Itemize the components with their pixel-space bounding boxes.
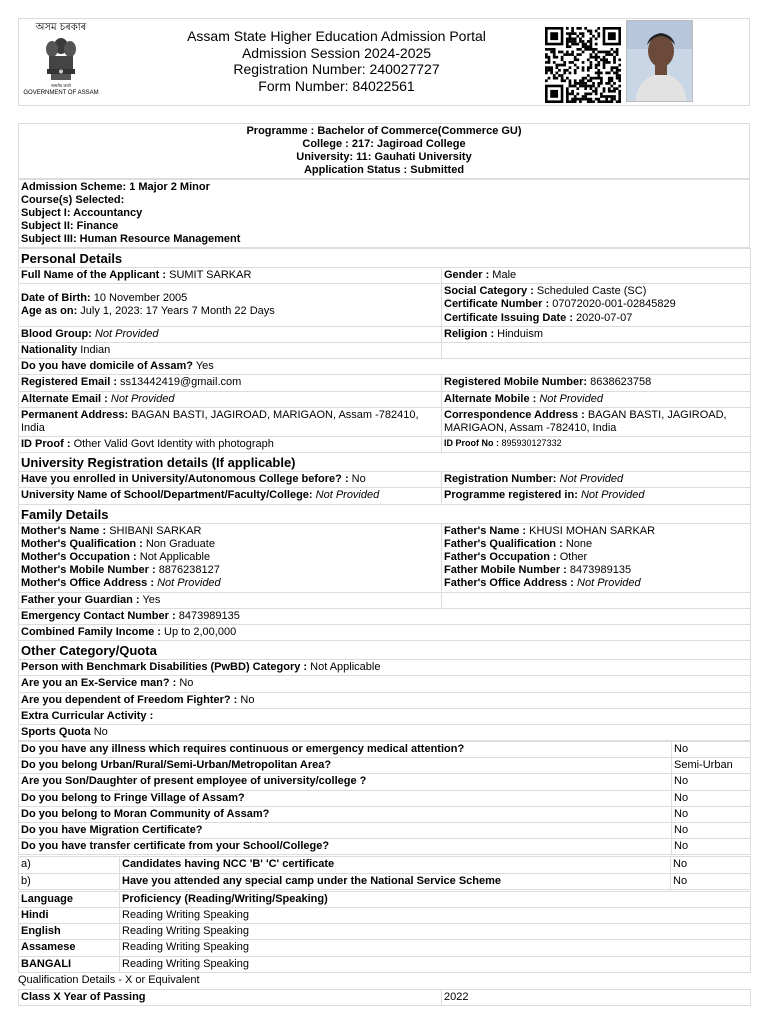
social-category: Scheduled Caste (SC) — [536, 285, 647, 298]
programme-table — [18, 123, 750, 179]
portal-title: Assam State Higher Education Admission Portal — [187, 28, 486, 44]
ncc-question: Have you attended any special camp under the National Service Scheme — [120, 873, 671, 889]
application-form — [18, 123, 750, 1006]
question-answer: No — [672, 823, 751, 839]
permanent-address: BAGAN BASTI, JAGIROAD, MARIGAON, Assam -782410, India — [21, 408, 419, 434]
question-text: Do you have Migration Certificate? — [19, 823, 672, 839]
sports-quota-value: No — [93, 725, 108, 738]
mother-details-cell: Mother's Name : SHIBANI SARKAR Mother's Qualification : Non Graduate Mother's Occupation : Not Applicable Mother's Mobile Number : 8876238127 Mother's Office Address : Not Provided — [19, 523, 442, 592]
permanent-address-cell: Permanent Address: BAGAN BASTI, JAGIROAD, MARIGAON, Assam -782410, India — [19, 407, 442, 436]
ncc-row — [19, 873, 751, 889]
question-answer: Semi-Urban — [672, 758, 751, 774]
school-name: Not Provided — [315, 489, 380, 502]
blood-group-cell: Blood Group: Not Provided — [19, 326, 442, 342]
emblem-top-text: অসম চৰকাৰ — [35, 22, 87, 33]
class-x-year-label: Class X Year of Passing — [19, 989, 442, 1005]
language-row — [19, 907, 751, 923]
ncc-table — [18, 856, 751, 889]
mother-occupation: Not Applicable — [139, 551, 211, 563]
section-title-personal: Personal Details — [19, 249, 751, 268]
qualification-caption: Qualification Details - X or Equivalent — [18, 973, 200, 986]
alt-mobile-cell: Alternate Mobile : Not Provided — [442, 391, 751, 407]
social-category-cell: Social Category : Scheduled Caste (SC) Certificate Number : 07072020-001-02845829 Certificate Issuing Date : 2020-07-07 — [442, 284, 751, 327]
mobile-cell: Registered Mobile Number: 8638623758 — [442, 375, 751, 391]
nationality-cell: Nationality Indian — [19, 342, 442, 358]
father-occupation: Other — [559, 551, 588, 563]
language-proficiency: Reading Writing Speaking — [120, 907, 751, 923]
programme-name: Programme : Bachelor of Commerce(Commerce GU) — [246, 125, 522, 137]
question-text: Do you belong to Moran Community of Assam? — [19, 806, 672, 822]
freedom-fighter-cell: Are you dependent of Freedom Fighter? : No — [19, 692, 751, 708]
uni-reg-cell: Registration Number: Not Provided — [442, 472, 751, 488]
assam-emblem — [21, 21, 101, 103]
section-title-university: University Registration details (If applicable) — [19, 453, 751, 472]
question-row — [19, 774, 751, 790]
scheme-info — [19, 180, 750, 248]
language-name: Hindi — [19, 907, 120, 923]
questions-table — [18, 741, 751, 855]
form-number: Form Number: 84022561 — [258, 77, 415, 94]
applicant-photo — [626, 20, 693, 102]
mother-qualification: Non Graduate — [145, 537, 215, 550]
mother-mobile: 8876238127 — [158, 564, 220, 577]
question-text: Do you belong Urban/Rural/Semi-Urban/Metropolitan Area? — [19, 758, 672, 774]
courses-selected: Course(s) Selected: — [21, 194, 125, 206]
language-row — [19, 956, 751, 972]
ncc-answer: No — [671, 857, 751, 873]
question-answer: No — [672, 790, 751, 806]
father-office-address: Not Provided — [577, 577, 641, 590]
alternate-mobile: Not Provided — [539, 392, 603, 405]
question-text: Are you Son/Daughter of present employee of university/college ? — [19, 774, 672, 790]
blood-group: Not Provided — [94, 327, 159, 340]
id-proof-cell: ID Proof : Other Valid Govt Identity with photograph — [19, 437, 442, 453]
certificate-number: 07072020-001-02845829 — [552, 298, 676, 311]
registration-number: Registration Number: 240027727 — [233, 61, 440, 77]
email-cell: Registered Email : ss13442419@gmail.com — [19, 375, 442, 391]
question-text: Do you have any illness which requires continuous or emergency medical attention? — [19, 742, 672, 758]
father-qualification: None — [565, 537, 593, 550]
correspondence-address-cell: Correspondence Address : BAGAN BASTI, JAGIROAD, MARIGAON, Assam -782410, India — [442, 407, 751, 436]
religion: Hinduism — [497, 327, 544, 340]
language-name: English — [19, 924, 120, 940]
ex-service-value: No — [179, 677, 194, 690]
language-proficiency: Reading Writing Speaking — [120, 940, 751, 956]
scheme-table — [18, 179, 750, 248]
question-row — [19, 790, 751, 806]
admission-scheme: Admission Scheme: 1 Major 2 Minor — [21, 181, 210, 193]
section-title-family: Family Details — [19, 504, 751, 523]
subject-3: Subject III: Human Resource Management — [21, 233, 241, 245]
language-row — [19, 940, 751, 956]
age-value: July 1, 2023: 17 Years 7 Month 22 Days — [80, 304, 275, 317]
language-name: Assamese — [19, 940, 120, 956]
gender-value: Male — [492, 269, 517, 281]
language-row — [19, 924, 751, 940]
enrolled-before: No — [351, 473, 366, 486]
question-text: Do you have transfer certificate from your School/College? — [19, 839, 672, 855]
ashoka-lion-icon — [41, 36, 81, 84]
family-income-cell: Combined Family Income : Up to 2,00,000 — [19, 624, 751, 640]
mother-office-address: Not Provided — [157, 577, 221, 590]
school-cell: University Name of School/Department/Faculty/College: Not Provided — [19, 488, 442, 504]
father-name: KHUSI MOHAN SARKAR — [529, 524, 656, 537]
id-proof-number: 895930127332 — [501, 438, 562, 449]
applicant-name: SUMIT SARKAR — [169, 269, 252, 281]
emergency-contact-cell: Emergency Contact Number : 8473989135 — [19, 608, 751, 624]
ex-service-cell: Are you an Ex-Service man? : No — [19, 676, 751, 692]
gender-cell: Gender : Male — [442, 268, 751, 284]
father-mobile: 8473989135 — [569, 564, 632, 577]
header-titles — [164, 28, 509, 94]
empty-cell — [442, 592, 751, 608]
admission-session: Admission Session 2024-2025 — [241, 44, 432, 61]
prog-reg-cell: Programme registered in: Not Provided — [442, 488, 751, 504]
id-proof-no-cell: ID Proof No : 895930127332 — [442, 437, 751, 453]
domicile-cell: Do you have domicile of Assam? Yes — [19, 359, 751, 375]
question-row — [19, 806, 751, 822]
emergency-contact: 8473989135 — [178, 609, 240, 622]
document-header — [18, 18, 750, 106]
application-status: Application Status : Submitted — [303, 164, 465, 176]
mother-name: SHIBANI SARKAR — [109, 524, 202, 537]
enrolled-cell: Have you enrolled in University/Autonomous College before? : No — [19, 472, 442, 488]
question-row — [19, 742, 751, 758]
question-answer: No — [672, 806, 751, 822]
question-answer: No — [672, 774, 751, 790]
dob-value: 10 November 2005 — [93, 291, 188, 304]
emblem-motto: सत्यमेव जयते — [51, 83, 71, 88]
language-name: BANGALI — [19, 956, 120, 972]
nationality: Indian — [80, 343, 111, 356]
ncc-row — [19, 857, 751, 873]
ncc-key: a) — [19, 857, 120, 873]
question-row — [19, 823, 751, 839]
registered-mobile: 8638623758 — [590, 376, 652, 389]
question-row — [19, 758, 751, 774]
ncc-question: Candidates having NCC 'B' 'C' certificate — [120, 857, 671, 873]
domicile: Yes — [195, 360, 214, 373]
question-answer: No — [672, 839, 751, 855]
programme-info — [19, 124, 750, 179]
pwbd-value: Not Applicable — [310, 661, 381, 674]
empty-cell — [442, 342, 751, 358]
university-name: University: 11: Gauhati University — [296, 151, 472, 163]
correspondence-address: BAGAN BASTI, JAGIROAD, MARIGAON, Assam -782410, India — [444, 408, 727, 434]
programme-registered: Not Provided — [580, 489, 645, 502]
alt-email-cell: Alternate Email : Not Provided — [19, 391, 442, 407]
ncc-answer: No — [671, 873, 751, 889]
question-text: Do you belong to Fringe Village of Assam? — [19, 790, 672, 806]
university-registration-number: Not Provided — [559, 473, 624, 486]
language-proficiency: Reading Writing Speaking — [120, 956, 751, 972]
applicant-name-cell: Full Name of the Applicant : SUMIT SARKAR — [19, 268, 442, 284]
ncc-key: b) — [19, 873, 120, 889]
language-table — [18, 891, 751, 973]
language-proficiency: Reading Writing Speaking — [120, 924, 751, 940]
dob-cell: Date of Birth: 10 November 2005 Age as on: July 1, 2023: 17 Years 7 Month 22 Days — [19, 284, 442, 327]
question-answer: No — [672, 742, 751, 758]
pwbd-cell: Person with Benchmark Disabilities (PwBD) Category : Not Applicable — [19, 660, 751, 676]
religion-cell: Religion : Hinduism — [442, 326, 751, 342]
extra-curricular-cell: Extra Curricular Activity : — [19, 708, 751, 724]
family-income: Up to 2,00,000 — [164, 625, 237, 638]
details-table — [18, 248, 751, 741]
guardian-cell: Father your Guardian : Yes — [19, 592, 442, 608]
freedom-fighter-value: No — [240, 693, 255, 706]
college-name: College : 217: Jagiroad College — [302, 138, 466, 150]
certificate-date: 2020-07-07 — [576, 311, 633, 324]
father-details-cell: Father's Name : KHUSI MOHAN SARKAR Father's Qualification : None Father's Occupation : Other Father Mobile Number : 8473989135 Father's Office Address : Not Provided — [442, 523, 751, 592]
question-row — [19, 839, 751, 855]
guardian-value: Yes — [142, 593, 161, 606]
section-title-quota: Other Category/Quota — [19, 641, 751, 660]
language-header: Language — [19, 891, 120, 907]
qualification-table — [18, 989, 751, 1006]
sports-quota-cell: Sports Quota No — [19, 724, 751, 740]
government-label: GOVERNMENT OF ASSAM — [23, 89, 99, 96]
alternate-email: Not Provided — [110, 392, 175, 405]
class-x-year: 2022 — [442, 989, 751, 1005]
proficiency-header: Proficiency (Reading/Writing/Speaking) — [120, 891, 751, 907]
subject-2: Subject II: Finance — [21, 220, 119, 232]
subject-1: Subject I: Accountancy — [21, 207, 143, 219]
id-proof: Other Valid Govt Identity with photograph — [73, 438, 274, 451]
qr-code-icon — [545, 27, 621, 103]
registered-email: ss13442419@gmail.com — [120, 376, 242, 389]
